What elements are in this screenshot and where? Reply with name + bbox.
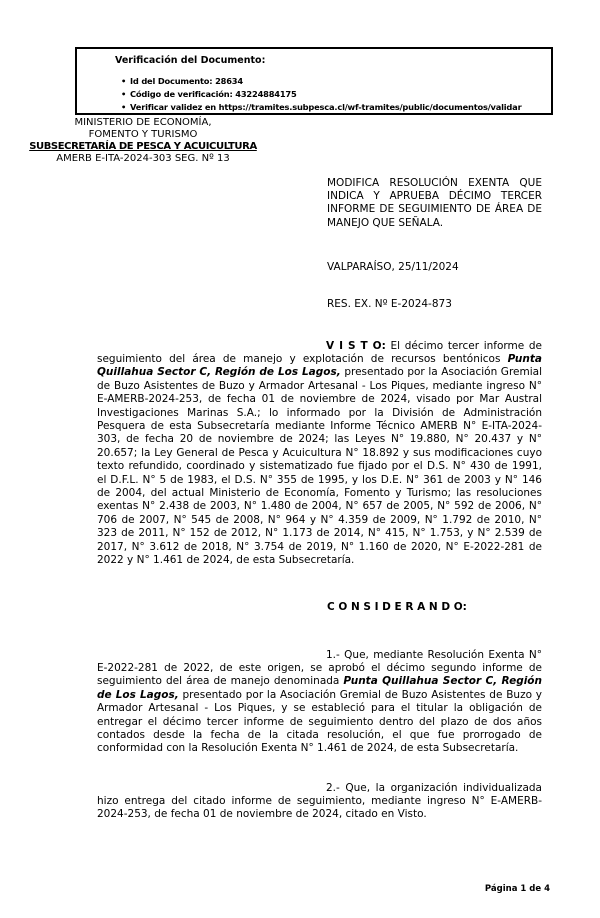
document-reference: AMERB E-ITA-2024-303 SEG. Nº 13	[56, 153, 230, 164]
verification-item-document-id	[121, 75, 521, 88]
subsecretaria-name: SUBSECRETARÍA DE PESCA Y ACUICULTURA	[29, 141, 257, 152]
paragraph1-before-text: 1.- Que, mediante Resolución Exenta N° E-2022-281 de 2022, de este origen, se aprobó el décimo segundo informe de seguimiento del área de manejo denominada	[97, 648, 542, 688]
verification-box-title: Verificación del Documento:	[115, 55, 266, 66]
verification-url-text: Verificar validez en https://tramites.subpesca.cl/wf-tramites/public/documentos/validar	[130, 102, 522, 112]
letterhead	[28, 117, 258, 165]
verification-box	[75, 47, 553, 115]
city-date: VALPARAÍSO, 25/11/2024	[327, 261, 459, 273]
resolution-number: RES. EX. Nº E-2024-873	[327, 298, 452, 310]
visto-paragraph	[97, 340, 542, 568]
verification-item-label: Id del Documento: 28634	[130, 76, 243, 86]
considerando-paragraph-1	[97, 649, 542, 756]
verification-item-url	[121, 101, 521, 114]
paragraph1-after-text: presentado por la Asociación Gremial de Buzo Asistentes de Buzo y Armador Artesanal - Los Piques, y se estableció para el titular la obligación de entregar el décimo tercer informe de seguimiento dentro del plazo de dos años contados desde la fecha de la citada resolución, el que fue prorrogado de conformidad con la Resolución Exenta N° 1.461 de 2024, de esta Subsecretaría.	[97, 688, 542, 755]
resolution-title: MODIFICA RESOLUCIÓN EXENTA QUE INDICA Y APRUEBA DÉCIMO TERCER INFORME DE SEGUIMIENTO DE ÁREA DE MANEJO QUE SEÑALA.	[327, 177, 542, 229]
ministry-name-line1: MINISTERIO DE ECONOMÍA,	[74, 117, 212, 128]
visto-label: V I S T O:	[326, 339, 386, 352]
page-indicator: Página 1 de 4	[484, 884, 550, 894]
considerando-paragraph-2: 2.- Que, la organización individualizada hizo entrega del citado informe de seguimiento, mediante ingreso N° E-AMERB-2024-253, de fecha 01 de noviembre de 2024, citado en Visto.	[97, 781, 542, 821]
visto-body-text: presentado por la Asociación Gremial de Buzo Asistentes de Buzo y Armador Artesanal - Los Piques, mediante ingreso N° E-AMERB-2024-253, de fecha 01 de noviembre de 2024, visado por Mar Austral Investigaciones Marinas S.A.; lo informado por la División de Administración Pesquera de esta Subsecretaría mediante Informe Técnico AMERB N° E-ITA-2024-303, de fecha 20 de noviembre de 2024; las Leyes N° 19.880, N° 20.437 y N° 20.657; la Ley General de Pesca y Acuicultura N° 18.892 y sus modificaciones cuyo texto refundido, coordinado y sistematizado fue fijado por el D.S. N° 430 de 1991, el D.F.L. N° 5 de 1983, el D.S. N° 355 de 1995, y los D.E. N° 361 de 2003 y N° 146 de 2004, del actual Ministerio de Economía, Fomento y Turismo; las resoluciones exentas N° 2.438 de 2003, N° 1.480 de 2004, N° 657 de 2005, N° 592 de 2006, N° 706 de 2007, N° 545 de 2008, N° 964 y N° 4.359 de 2009, N° 1.792 de 2010, N° 323 de 2011, N° 152 de 2012, N° 1.173 de 2014, N° 415, N° 1.753, y N° 2.539 de 2017, N° 3.612 de 2018, N° 3.754 de 2019, N° 1.160 de 2020, N° E-2022-281 de 2022 y N° 1.461 de 2024, de esta Subsecretaría.	[97, 366, 542, 566]
ministry-name-line2: FOMENTO Y TURISMO	[88, 129, 198, 140]
verification-list	[121, 75, 521, 114]
bullet-icon: •	[121, 76, 127, 86]
area-name: Punta Quillahua Sector C, Región de Los Lagos,	[97, 352, 542, 379]
considerando-heading: C O N S I D E R A N D O:	[327, 601, 467, 613]
visto-intro-text: El décimo tercer informe de seguimiento del área de manejo y explotación de recursos bentónicos	[97, 339, 542, 365]
bullet-icon: •	[121, 102, 127, 112]
area-name: Punta Quillahua Sector C, Región de Los Lagos,	[97, 675, 543, 701]
verification-item-code	[121, 88, 521, 101]
verification-item-label: Código de verificación: 43224884175	[130, 89, 297, 99]
bullet-icon: •	[121, 89, 127, 99]
